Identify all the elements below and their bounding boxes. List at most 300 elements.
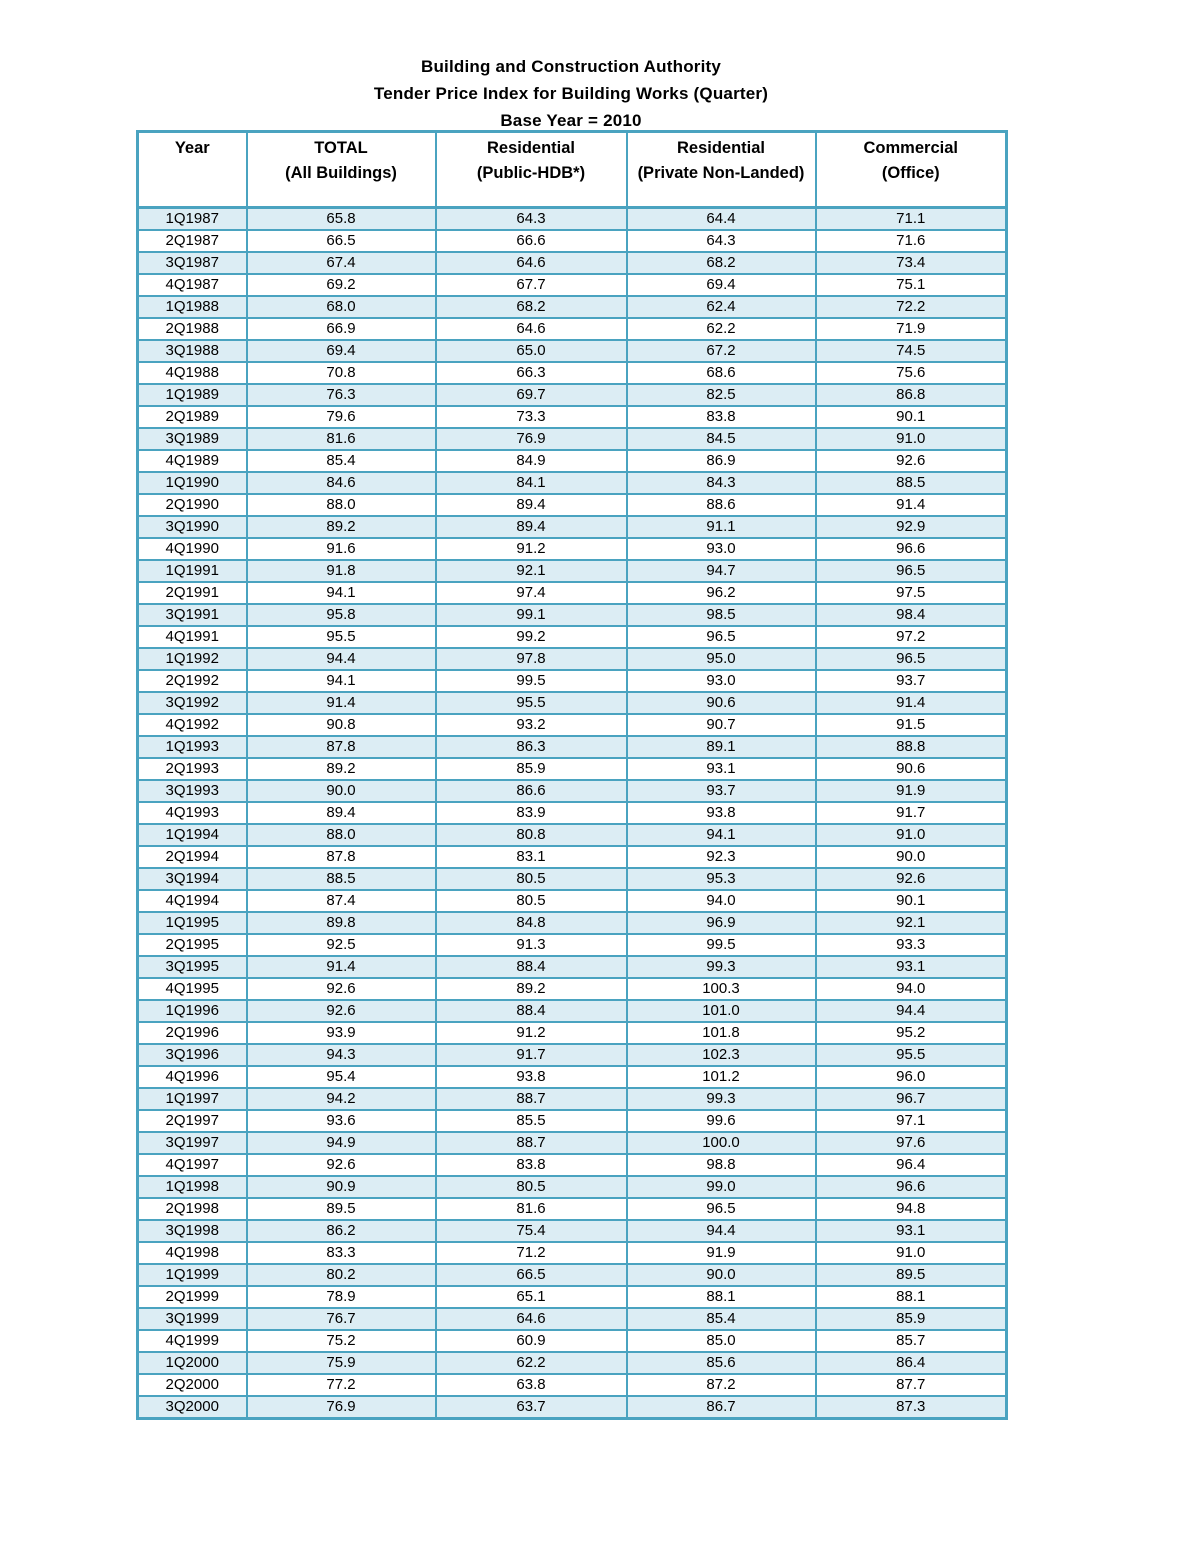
cell-year: 3Q1995 bbox=[138, 956, 247, 978]
table-row bbox=[138, 318, 1007, 340]
cell-year: 4Q1994 bbox=[138, 890, 247, 912]
cell-residential-public: 92.1 bbox=[436, 560, 627, 582]
cell-total: 90.0 bbox=[247, 780, 436, 802]
cell-year: 3Q1997 bbox=[138, 1132, 247, 1154]
table-row bbox=[138, 978, 1007, 1000]
cell-residential-private: 83.8 bbox=[627, 406, 816, 428]
cell-residential-private: 89.1 bbox=[627, 736, 816, 758]
cell-residential-private: 85.6 bbox=[627, 1352, 816, 1374]
table-row bbox=[138, 340, 1007, 362]
header-year-line1: Year bbox=[174, 139, 210, 157]
table-row bbox=[138, 692, 1007, 714]
cell-total: 94.3 bbox=[247, 1044, 436, 1066]
cell-total: 91.4 bbox=[247, 692, 436, 714]
table-row bbox=[138, 406, 1007, 428]
cell-commercial: 92.9 bbox=[816, 516, 1007, 538]
cell-total: 86.2 bbox=[247, 1220, 436, 1242]
cell-residential-public: 93.8 bbox=[436, 1066, 627, 1088]
cell-commercial: 97.1 bbox=[816, 1110, 1007, 1132]
cell-residential-public: 95.5 bbox=[436, 692, 627, 714]
cell-year: 4Q1998 bbox=[138, 1242, 247, 1264]
cell-total: 93.6 bbox=[247, 1110, 436, 1132]
cell-commercial: 88.1 bbox=[816, 1286, 1007, 1308]
cell-commercial: 93.1 bbox=[816, 1220, 1007, 1242]
table-row bbox=[138, 846, 1007, 868]
cell-residential-private: 95.3 bbox=[627, 868, 816, 890]
cell-residential-public: 84.8 bbox=[436, 912, 627, 934]
cell-residential-public: 83.8 bbox=[436, 1154, 627, 1176]
cell-total: 70.8 bbox=[247, 362, 436, 384]
cell-year: 2Q1993 bbox=[138, 758, 247, 780]
cell-residential-public: 84.9 bbox=[436, 450, 627, 472]
cell-year: 4Q1990 bbox=[138, 538, 247, 560]
table-row bbox=[138, 604, 1007, 626]
cell-total: 69.2 bbox=[247, 274, 436, 296]
cell-residential-public: 76.9 bbox=[436, 428, 627, 450]
cell-commercial: 92.6 bbox=[816, 868, 1007, 890]
cell-residential-public: 64.3 bbox=[436, 208, 627, 231]
cell-residential-public: 91.3 bbox=[436, 934, 627, 956]
header-total bbox=[247, 132, 436, 208]
cell-commercial: 73.4 bbox=[816, 252, 1007, 274]
cell-total: 88.5 bbox=[247, 868, 436, 890]
cell-residential-private: 98.5 bbox=[627, 604, 816, 626]
cell-commercial: 91.9 bbox=[816, 780, 1007, 802]
cell-year: 1Q1992 bbox=[138, 648, 247, 670]
cell-total: 91.8 bbox=[247, 560, 436, 582]
cell-year: 2Q1996 bbox=[138, 1022, 247, 1044]
cell-total: 94.1 bbox=[247, 582, 436, 604]
table-row bbox=[138, 1022, 1007, 1044]
cell-residential-private: 86.7 bbox=[627, 1396, 816, 1419]
cell-total: 80.2 bbox=[247, 1264, 436, 1286]
cell-commercial: 90.6 bbox=[816, 758, 1007, 780]
cell-commercial: 96.4 bbox=[816, 1154, 1007, 1176]
cell-year: 2Q1995 bbox=[138, 934, 247, 956]
table-row bbox=[138, 1374, 1007, 1396]
cell-residential-public: 80.5 bbox=[436, 868, 627, 890]
cell-total: 92.6 bbox=[247, 978, 436, 1000]
table-row bbox=[138, 1308, 1007, 1330]
cell-total: 83.3 bbox=[247, 1242, 436, 1264]
cell-year: 4Q1989 bbox=[138, 450, 247, 472]
cell-residential-private: 93.8 bbox=[627, 802, 816, 824]
cell-total: 85.4 bbox=[247, 450, 436, 472]
cell-total: 76.9 bbox=[247, 1396, 436, 1419]
cell-total: 87.8 bbox=[247, 846, 436, 868]
tender-price-index-table bbox=[136, 130, 1008, 1420]
table-row bbox=[138, 516, 1007, 538]
cell-year: 3Q1987 bbox=[138, 252, 247, 274]
cell-residential-private: 91.9 bbox=[627, 1242, 816, 1264]
cell-year: 3Q1993 bbox=[138, 780, 247, 802]
cell-commercial: 96.7 bbox=[816, 1088, 1007, 1110]
table-row bbox=[138, 450, 1007, 472]
table-row bbox=[138, 626, 1007, 648]
cell-year: 4Q1997 bbox=[138, 1154, 247, 1176]
cell-commercial: 96.5 bbox=[816, 648, 1007, 670]
cell-year: 4Q1991 bbox=[138, 626, 247, 648]
cell-year: 2Q2000 bbox=[138, 1374, 247, 1396]
cell-residential-private: 95.0 bbox=[627, 648, 816, 670]
cell-residential-public: 71.2 bbox=[436, 1242, 627, 1264]
cell-commercial: 88.5 bbox=[816, 472, 1007, 494]
table-row bbox=[138, 472, 1007, 494]
cell-total: 84.6 bbox=[247, 472, 436, 494]
cell-residential-private: 93.0 bbox=[627, 670, 816, 692]
cell-commercial: 91.0 bbox=[816, 1242, 1007, 1264]
cell-commercial: 75.1 bbox=[816, 274, 1007, 296]
cell-year: 4Q1995 bbox=[138, 978, 247, 1000]
cell-total: 87.8 bbox=[247, 736, 436, 758]
cell-year: 2Q1989 bbox=[138, 406, 247, 428]
cell-year: 1Q1995 bbox=[138, 912, 247, 934]
table-row bbox=[138, 736, 1007, 758]
cell-total: 76.3 bbox=[247, 384, 436, 406]
cell-residential-private: 93.0 bbox=[627, 538, 816, 560]
table-row bbox=[138, 802, 1007, 824]
cell-residential-private: 85.0 bbox=[627, 1330, 816, 1352]
table-row bbox=[138, 1352, 1007, 1374]
cell-residential-private: 96.9 bbox=[627, 912, 816, 934]
table-row bbox=[138, 1066, 1007, 1088]
cell-commercial: 97.2 bbox=[816, 626, 1007, 648]
cell-residential-private: 93.1 bbox=[627, 758, 816, 780]
cell-year: 3Q1994 bbox=[138, 868, 247, 890]
cell-commercial: 97.6 bbox=[816, 1132, 1007, 1154]
cell-year: 2Q1987 bbox=[138, 230, 247, 252]
cell-residential-private: 64.4 bbox=[627, 208, 816, 231]
cell-residential-public: 99.2 bbox=[436, 626, 627, 648]
cell-total: 95.5 bbox=[247, 626, 436, 648]
cell-residential-private: 82.5 bbox=[627, 384, 816, 406]
header-residential-private-line1: Residential bbox=[676, 139, 766, 157]
cell-total: 68.0 bbox=[247, 296, 436, 318]
cell-year: 2Q1988 bbox=[138, 318, 247, 340]
cell-residential-public: 66.3 bbox=[436, 362, 627, 384]
table-row bbox=[138, 1198, 1007, 1220]
table-row bbox=[138, 428, 1007, 450]
index-title: Tender Price Index for Building Works (Quarter) bbox=[373, 84, 769, 103]
cell-residential-public: 69.7 bbox=[436, 384, 627, 406]
cell-commercial: 96.0 bbox=[816, 1066, 1007, 1088]
cell-residential-private: 62.2 bbox=[627, 318, 816, 340]
cell-residential-private: 64.3 bbox=[627, 230, 816, 252]
cell-year: 2Q1998 bbox=[138, 1198, 247, 1220]
cell-residential-public: 62.2 bbox=[436, 1352, 627, 1374]
cell-residential-public: 83.9 bbox=[436, 802, 627, 824]
cell-residential-private: 85.4 bbox=[627, 1308, 816, 1330]
cell-commercial: 74.5 bbox=[816, 340, 1007, 362]
cell-residential-public: 80.5 bbox=[436, 890, 627, 912]
cell-year: 3Q1989 bbox=[138, 428, 247, 450]
cell-year: 1Q1990 bbox=[138, 472, 247, 494]
header-residential-public bbox=[436, 132, 627, 208]
base-year-title: Base Year = 2010 bbox=[500, 111, 642, 130]
cell-year: 1Q2000 bbox=[138, 1352, 247, 1374]
cell-residential-private: 62.4 bbox=[627, 296, 816, 318]
cell-residential-public: 64.6 bbox=[436, 318, 627, 340]
cell-residential-private: 94.1 bbox=[627, 824, 816, 846]
table-row bbox=[138, 1396, 1007, 1419]
cell-residential-private: 101.2 bbox=[627, 1066, 816, 1088]
cell-residential-private: 102.3 bbox=[627, 1044, 816, 1066]
cell-residential-public: 99.5 bbox=[436, 670, 627, 692]
table-row bbox=[138, 1110, 1007, 1132]
cell-residential-public: 66.6 bbox=[436, 230, 627, 252]
cell-residential-public: 89.2 bbox=[436, 978, 627, 1000]
cell-total: 91.6 bbox=[247, 538, 436, 560]
table-row bbox=[138, 912, 1007, 934]
table-row bbox=[138, 274, 1007, 296]
cell-residential-public: 85.5 bbox=[436, 1110, 627, 1132]
cell-residential-public: 88.4 bbox=[436, 1000, 627, 1022]
cell-residential-private: 96.2 bbox=[627, 582, 816, 604]
cell-total: 94.4 bbox=[247, 648, 436, 670]
cell-residential-private: 90.0 bbox=[627, 1264, 816, 1286]
header-commercial bbox=[816, 132, 1007, 208]
cell-year: 2Q1997 bbox=[138, 1110, 247, 1132]
header-total-line1: TOTAL bbox=[314, 139, 368, 157]
cell-year: 1Q1988 bbox=[138, 296, 247, 318]
cell-year: 4Q1988 bbox=[138, 362, 247, 384]
cell-commercial: 91.5 bbox=[816, 714, 1007, 736]
cell-year: 1Q1997 bbox=[138, 1088, 247, 1110]
table-row bbox=[138, 1088, 1007, 1110]
cell-year: 1Q1994 bbox=[138, 824, 247, 846]
table-row bbox=[138, 1176, 1007, 1198]
table-row bbox=[138, 934, 1007, 956]
cell-residential-public: 99.1 bbox=[436, 604, 627, 626]
cell-year: 1Q1999 bbox=[138, 1264, 247, 1286]
cell-residential-private: 101.0 bbox=[627, 1000, 816, 1022]
table-row bbox=[138, 208, 1007, 231]
header-residential-private bbox=[627, 132, 816, 208]
header-commercial-line2: (Office) bbox=[881, 164, 940, 182]
cell-commercial: 86.4 bbox=[816, 1352, 1007, 1374]
cell-total: 94.1 bbox=[247, 670, 436, 692]
cell-residential-private: 68.6 bbox=[627, 362, 816, 384]
cell-residential-public: 75.4 bbox=[436, 1220, 627, 1242]
cell-residential-private: 96.5 bbox=[627, 626, 816, 648]
cell-total: 95.8 bbox=[247, 604, 436, 626]
cell-year: 2Q1991 bbox=[138, 582, 247, 604]
cell-total: 95.4 bbox=[247, 1066, 436, 1088]
cell-residential-public: 81.6 bbox=[436, 1198, 627, 1220]
cell-residential-public: 63.7 bbox=[436, 1396, 627, 1419]
cell-year: 1Q1993 bbox=[138, 736, 247, 758]
cell-year: 3Q1999 bbox=[138, 1308, 247, 1330]
table-row bbox=[138, 1264, 1007, 1286]
cell-total: 87.4 bbox=[247, 890, 436, 912]
cell-year: 2Q1994 bbox=[138, 846, 247, 868]
cell-total: 89.2 bbox=[247, 516, 436, 538]
header-residential-private-line2: (Private Non-Landed) bbox=[637, 164, 805, 182]
cell-total: 92.6 bbox=[247, 1154, 436, 1176]
cell-residential-public: 67.7 bbox=[436, 274, 627, 296]
cell-residential-public: 91.2 bbox=[436, 1022, 627, 1044]
cell-commercial: 90.1 bbox=[816, 406, 1007, 428]
cell-commercial: 75.6 bbox=[816, 362, 1007, 384]
cell-year: 1Q1998 bbox=[138, 1176, 247, 1198]
cell-residential-public: 91.2 bbox=[436, 538, 627, 560]
cell-total: 66.5 bbox=[247, 230, 436, 252]
cell-residential-private: 100.0 bbox=[627, 1132, 816, 1154]
cell-total: 92.5 bbox=[247, 934, 436, 956]
cell-total: 78.9 bbox=[247, 1286, 436, 1308]
cell-total: 94.9 bbox=[247, 1132, 436, 1154]
cell-commercial: 96.6 bbox=[816, 1176, 1007, 1198]
cell-residential-private: 101.8 bbox=[627, 1022, 816, 1044]
cell-total: 88.0 bbox=[247, 824, 436, 846]
table-row bbox=[138, 868, 1007, 890]
cell-commercial: 91.0 bbox=[816, 428, 1007, 450]
table-row bbox=[138, 1000, 1007, 1022]
cell-residential-public: 85.9 bbox=[436, 758, 627, 780]
table-row bbox=[138, 582, 1007, 604]
cell-year: 1Q1996 bbox=[138, 1000, 247, 1022]
cell-commercial: 95.5 bbox=[816, 1044, 1007, 1066]
cell-total: 94.2 bbox=[247, 1088, 436, 1110]
table-row bbox=[138, 648, 1007, 670]
cell-residential-private: 99.5 bbox=[627, 934, 816, 956]
cell-residential-private: 88.1 bbox=[627, 1286, 816, 1308]
cell-year: 1Q1989 bbox=[138, 384, 247, 406]
cell-year: 4Q1993 bbox=[138, 802, 247, 824]
cell-commercial: 85.9 bbox=[816, 1308, 1007, 1330]
cell-year: 2Q1990 bbox=[138, 494, 247, 516]
cell-residential-private: 99.0 bbox=[627, 1176, 816, 1198]
cell-residential-public: 88.7 bbox=[436, 1088, 627, 1110]
cell-commercial: 93.7 bbox=[816, 670, 1007, 692]
cell-total: 66.9 bbox=[247, 318, 436, 340]
table-row bbox=[138, 780, 1007, 802]
table-row bbox=[138, 1286, 1007, 1308]
table-row bbox=[138, 890, 1007, 912]
cell-commercial: 90.0 bbox=[816, 846, 1007, 868]
cell-residential-public: 89.4 bbox=[436, 494, 627, 516]
cell-commercial: 71.6 bbox=[816, 230, 1007, 252]
cell-residential-public: 73.3 bbox=[436, 406, 627, 428]
table-row bbox=[138, 714, 1007, 736]
cell-commercial: 93.3 bbox=[816, 934, 1007, 956]
cell-commercial: 97.5 bbox=[816, 582, 1007, 604]
cell-residential-public: 97.4 bbox=[436, 582, 627, 604]
table-row bbox=[138, 230, 1007, 252]
cell-commercial: 71.1 bbox=[816, 208, 1007, 231]
cell-commercial: 91.7 bbox=[816, 802, 1007, 824]
header-commercial-line1: Commercial bbox=[863, 139, 958, 157]
cell-commercial: 96.6 bbox=[816, 538, 1007, 560]
cell-commercial: 90.1 bbox=[816, 890, 1007, 912]
cell-residential-public: 60.9 bbox=[436, 1330, 627, 1352]
table-row bbox=[138, 1154, 1007, 1176]
header-residential-public-line2: (Public-HDB*) bbox=[476, 164, 586, 182]
cell-residential-public: 91.7 bbox=[436, 1044, 627, 1066]
cell-commercial: 96.5 bbox=[816, 560, 1007, 582]
cell-residential-private: 99.6 bbox=[627, 1110, 816, 1132]
cell-total: 75.2 bbox=[247, 1330, 436, 1352]
cell-commercial: 94.0 bbox=[816, 978, 1007, 1000]
cell-total: 67.4 bbox=[247, 252, 436, 274]
cell-commercial: 92.1 bbox=[816, 912, 1007, 934]
cell-residential-public: 89.4 bbox=[436, 516, 627, 538]
cell-year: 3Q1998 bbox=[138, 1220, 247, 1242]
cell-residential-public: 80.5 bbox=[436, 1176, 627, 1198]
cell-residential-private: 94.7 bbox=[627, 560, 816, 582]
table-row bbox=[138, 1044, 1007, 1066]
cell-residential-public: 68.2 bbox=[436, 296, 627, 318]
cell-total: 92.6 bbox=[247, 1000, 436, 1022]
cell-commercial: 87.3 bbox=[816, 1396, 1007, 1419]
cell-residential-private: 94.0 bbox=[627, 890, 816, 912]
cell-residential-private: 87.2 bbox=[627, 1374, 816, 1396]
cell-commercial: 94.4 bbox=[816, 1000, 1007, 1022]
cell-commercial: 95.2 bbox=[816, 1022, 1007, 1044]
table-row bbox=[138, 1330, 1007, 1352]
cell-residential-public: 64.6 bbox=[436, 252, 627, 274]
table-row bbox=[138, 296, 1007, 318]
cell-total: 75.9 bbox=[247, 1352, 436, 1374]
cell-commercial: 91.0 bbox=[816, 824, 1007, 846]
cell-residential-private: 68.2 bbox=[627, 252, 816, 274]
cell-commercial: 94.8 bbox=[816, 1198, 1007, 1220]
cell-total: 93.9 bbox=[247, 1022, 436, 1044]
cell-total: 76.7 bbox=[247, 1308, 436, 1330]
cell-commercial: 89.5 bbox=[816, 1264, 1007, 1286]
cell-year: 2Q1999 bbox=[138, 1286, 247, 1308]
header-total-line2: (All Buildings) bbox=[285, 164, 397, 182]
cell-total: 69.4 bbox=[247, 340, 436, 362]
cell-residential-private: 88.6 bbox=[627, 494, 816, 516]
cell-total: 91.4 bbox=[247, 956, 436, 978]
cell-residential-private: 86.9 bbox=[627, 450, 816, 472]
cell-residential-private: 84.3 bbox=[627, 472, 816, 494]
cell-total: 77.2 bbox=[247, 1374, 436, 1396]
cell-year: 4Q1996 bbox=[138, 1066, 247, 1088]
header-year bbox=[138, 132, 247, 208]
cell-commercial: 85.7 bbox=[816, 1330, 1007, 1352]
cell-residential-public: 84.1 bbox=[436, 472, 627, 494]
cell-year: 3Q1996 bbox=[138, 1044, 247, 1066]
cell-commercial: 91.4 bbox=[816, 494, 1007, 516]
cell-year: 4Q1992 bbox=[138, 714, 247, 736]
table-row bbox=[138, 384, 1007, 406]
header-residential-public-line1: Residential bbox=[486, 139, 576, 157]
cell-residential-public: 88.7 bbox=[436, 1132, 627, 1154]
cell-commercial: 88.8 bbox=[816, 736, 1007, 758]
cell-residential-private: 96.5 bbox=[627, 1198, 816, 1220]
cell-total: 88.0 bbox=[247, 494, 436, 516]
cell-commercial: 87.7 bbox=[816, 1374, 1007, 1396]
table-body bbox=[138, 208, 1007, 1419]
cell-residential-private: 92.3 bbox=[627, 846, 816, 868]
table-row bbox=[138, 252, 1007, 274]
cell-year: 3Q1992 bbox=[138, 692, 247, 714]
authority-title: Building and Construction Authority bbox=[420, 57, 722, 76]
header-row bbox=[138, 132, 1007, 208]
cell-total: 79.6 bbox=[247, 406, 436, 428]
cell-total: 81.6 bbox=[247, 428, 436, 450]
cell-residential-private: 94.4 bbox=[627, 1220, 816, 1242]
cell-year: 1Q1987 bbox=[138, 208, 247, 231]
cell-residential-public: 80.8 bbox=[436, 824, 627, 846]
cell-residential-public: 64.6 bbox=[436, 1308, 627, 1330]
cell-total: 65.8 bbox=[247, 208, 436, 231]
cell-residential-public: 88.4 bbox=[436, 956, 627, 978]
cell-residential-private: 90.6 bbox=[627, 692, 816, 714]
cell-total: 89.8 bbox=[247, 912, 436, 934]
